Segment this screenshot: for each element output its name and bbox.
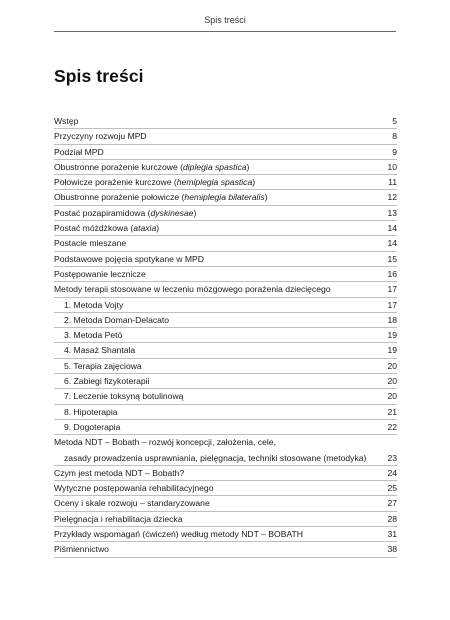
toc-entry-label: Podstawowe pojęcia spotykane w MPD xyxy=(54,253,204,264)
toc-subentry-shantala[interactable] xyxy=(54,343,397,358)
toc-entry-metody-terapii[interactable] xyxy=(54,282,397,297)
toc-entry-page: 20 xyxy=(387,376,397,387)
toc-entry-label: Pielęgnacja i rehabilitacja dziecka xyxy=(54,513,183,524)
toc-entry-label: Oceny i skale rozwoju – standaryzowane xyxy=(54,498,210,509)
toc-entry-label xyxy=(54,221,369,236)
toc-entry-diplegia[interactable] xyxy=(54,160,397,175)
toc-subentry-peto[interactable] xyxy=(54,328,397,343)
toc-entry-page: 9 xyxy=(392,146,397,157)
table-of-contents xyxy=(54,114,397,558)
toc-entry-page: 5 xyxy=(392,116,397,126)
toc-entry-label: 6. Zabiegi fizykoterapii xyxy=(64,376,150,387)
toc-entry-label: Czym jest metoda NDT – Bobath? xyxy=(54,467,185,478)
toc-entry-label-latin: hemiplegia spastica xyxy=(176,177,253,188)
toc-entry-page: 23 xyxy=(387,452,397,463)
toc-entry-hemiplegia-spastica[interactable] xyxy=(54,175,397,190)
toc-entry-label-latin: ataxia xyxy=(133,223,157,234)
toc-entry-page: 38 xyxy=(387,544,397,555)
toc-entry-page: 17 xyxy=(387,299,397,310)
toc-entry-dyskinesae[interactable] xyxy=(54,206,397,221)
toc-entry-label: Przyczyny rozwoju MPD xyxy=(54,131,147,142)
toc-subentry-dogoterapia[interactable] xyxy=(54,420,397,435)
toc-entry-postacie-mieszane[interactable] xyxy=(54,236,397,251)
toc-entry-pojecia[interactable] xyxy=(54,252,397,267)
toc-entry-page: 24 xyxy=(387,467,397,478)
toc-entry-label-latin: dyskinesae xyxy=(150,207,194,218)
toc-subentry-terapia-zajeciowa[interactable] xyxy=(54,359,397,374)
page-title: Spis treści xyxy=(54,66,144,86)
toc-entry-czym-jest-ndt[interactable] xyxy=(54,466,397,481)
toc-entry-label-text: Obustronne porażenie połowicze ( xyxy=(54,192,185,203)
toc-entry-label: 5. Terapia zajęciowa xyxy=(64,360,142,371)
toc-entry-label-text: Obustronne porażenie kurczowe ( xyxy=(54,161,183,172)
toc-entry-label-text: ) xyxy=(264,192,268,203)
toc-entry-page: 13 xyxy=(387,207,397,218)
toc-entry-label: 1. Metoda Vojty xyxy=(64,299,124,310)
toc-entry-page: 15 xyxy=(387,253,397,264)
toc-entry-label: 4. Masaż Shantala xyxy=(64,345,136,356)
toc-entry-label: Przykłady wspomagań (ćwiczeń) według metody NDT – BOBATH xyxy=(54,529,303,540)
toc-entry-page: 16 xyxy=(387,268,397,279)
toc-entry-label xyxy=(54,206,369,221)
toc-entry-label-text: ) xyxy=(252,177,256,188)
toc-entry-label: Wstęp xyxy=(54,116,79,126)
toc-entry-label: 7. Leczenie toksyną botulinową xyxy=(64,391,184,402)
toc-entry-page: 12 xyxy=(387,192,397,203)
toc-entry-label: 9. Dogoterapia xyxy=(64,421,121,432)
toc-entry-label: 3. Metoda Petö xyxy=(64,330,123,341)
toc-entry-page: 28 xyxy=(387,513,397,524)
toc-subentry-toksyna-botulinowa[interactable] xyxy=(54,389,397,404)
toc-entry-page: 14 xyxy=(387,238,397,249)
toc-entry-label-line2: zasady prowadzenia usprawniania, pielęgnacja, techniki stosowane (metodyka) xyxy=(64,452,367,463)
toc-entry-page: 11 xyxy=(388,177,397,188)
toc-entry-label: Metody terapii stosowane w leczeniu mózgowego porażenia dziecięcego xyxy=(54,284,331,295)
toc-subentry-doman-delacato[interactable] xyxy=(54,313,397,328)
toc-entry-label: 2. Metoda Doman-Delacato xyxy=(64,314,170,325)
toc-entry-label-text: ) xyxy=(246,161,250,172)
toc-entry-label: Postępowanie lecznicze xyxy=(54,268,146,279)
toc-entry-podzial[interactable] xyxy=(54,145,397,160)
toc-entry-page: 19 xyxy=(387,330,397,341)
toc-entry-page: 19 xyxy=(387,345,397,356)
toc-entry-page: 18 xyxy=(387,314,397,325)
toc-entry-label-text: Połowicze porażenie kurczowe ( xyxy=(54,177,177,188)
toc-entry-label xyxy=(54,190,369,205)
toc-entry-label: Postacie mieszane xyxy=(54,238,127,249)
toc-subentry-hipoterapia[interactable] xyxy=(54,405,397,420)
toc-entry-label-latin: hemiplegia bilateralis xyxy=(184,192,265,203)
toc-entry-przyklady[interactable] xyxy=(54,527,397,542)
toc-entry-page: 22 xyxy=(387,421,397,432)
toc-entry-page: 10 xyxy=(387,161,397,172)
toc-entry-page: 14 xyxy=(387,223,397,234)
toc-entry-wytyczne[interactable] xyxy=(54,481,397,496)
toc-entry-label xyxy=(54,160,369,175)
running-head: Spis treści xyxy=(54,13,396,32)
toc-entry-page: 21 xyxy=(387,406,397,417)
toc-entry-label: Piśmiennictwo xyxy=(54,544,109,555)
toc-entry-page: 25 xyxy=(387,483,397,494)
toc-entry-label-text: Postać pozapiramidowa ( xyxy=(54,207,151,218)
toc-entry-label xyxy=(54,175,369,190)
toc-entry-page: 27 xyxy=(387,498,397,509)
toc-entry-page: 17 xyxy=(387,284,397,295)
toc-entry-label-latin: diplegia spastica xyxy=(182,161,247,172)
toc-subentry-vojta[interactable] xyxy=(54,298,397,313)
toc-entry-label-text: ) xyxy=(193,207,197,218)
toc-entry-pielegnacja[interactable] xyxy=(54,512,397,527)
toc-entry-ataxia[interactable] xyxy=(54,221,397,236)
toc-entry-page: 20 xyxy=(387,391,397,402)
toc-entry-wstep[interactable] xyxy=(54,114,397,129)
toc-entry-label: 8. Hipoterapia xyxy=(64,406,118,417)
toc-entry-page: 31 xyxy=(387,529,397,540)
toc-entry-hemiplegia-bilateralis[interactable] xyxy=(54,190,397,205)
toc-entry-label-text: ) xyxy=(156,223,160,234)
toc-entry-label-text: Postać móżdżkowa ( xyxy=(54,223,134,234)
toc-entry-pismiennictwo[interactable] xyxy=(54,542,397,557)
toc-entry-page: 8 xyxy=(392,131,397,142)
toc-subentry-fizykoterapia[interactable] xyxy=(54,374,397,389)
toc-entry-label: Podział MPD xyxy=(54,146,104,157)
toc-entry-ndt-bobath-koncepcja[interactable] xyxy=(54,435,397,466)
toc-entry-label: Wytyczne postępowania rehabilitacyjnego xyxy=(54,483,214,494)
toc-entry-label-line1: Metoda NDT – Bobath – rozwój koncepcji, założenia, cele, xyxy=(54,437,276,448)
toc-entry-postepowanie[interactable] xyxy=(54,267,397,282)
toc-entry-przyczyny[interactable] xyxy=(54,129,397,144)
toc-entry-oceny-skale[interactable] xyxy=(54,496,397,511)
toc-entry-page: 20 xyxy=(387,360,397,371)
